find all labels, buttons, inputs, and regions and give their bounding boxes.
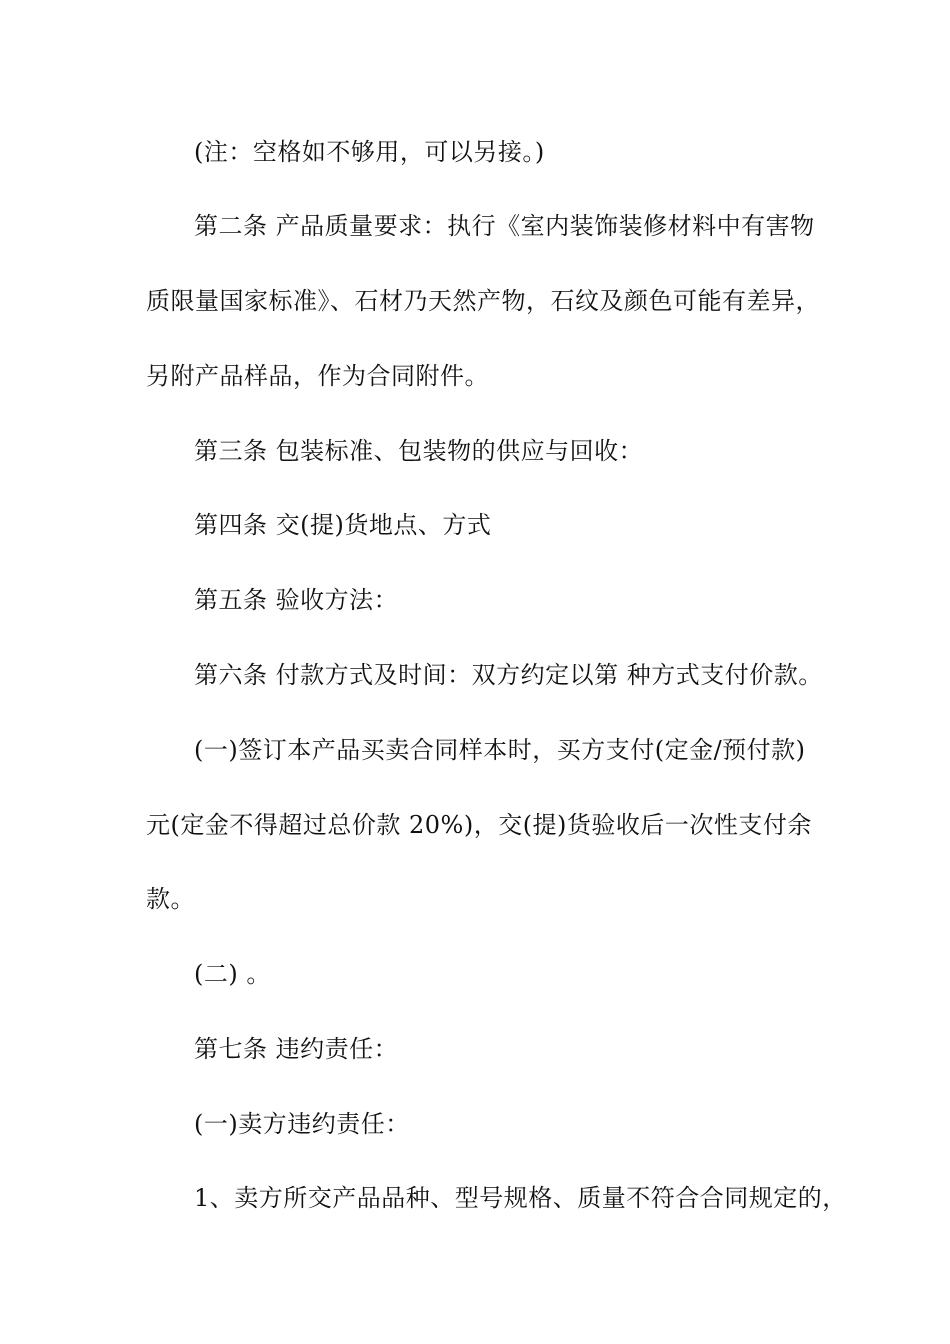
payment-option-2-line: (二) 。 [194,960,271,988]
article-7-line: 第七条 违约责任： [194,1035,399,1063]
seller-liability-heading: (一)卖方违约责任： [194,1110,410,1138]
note-paragraph: (注：空格如不够用，可以另接。) [194,138,545,166]
article-2-continuation-line: 质限量国家标准》、石材乃天然产物，石纹及颜色可能有差异， [146,287,820,315]
article-5-line: 第五条 验收方法： [194,586,399,614]
article-2-heading-line: 第二条 产品质量要求：执行《室内装饰装修材料中有害物 [194,212,815,240]
payment-option-1-final: 款。 [146,885,195,913]
seller-liability-item-1: 1、卖方所交产品品种、型号规格、质量不符合合同规定的， [194,1184,847,1212]
payment-option-1-continuation: 元(定金不得超过总价款 20%)，交(提)货验收后一次性支付余 [146,811,812,839]
article-6-line: 第六条 付款方式及时间：双方约定以第 种方式支付价款。 [194,661,823,689]
article-4-line: 第四条 交(提)货地点、方式 [194,511,492,539]
article-3-line: 第三条 包装标准、包装物的供应与回收： [194,437,644,465]
article-2-final-line: 另附产品样品，作为合同附件。 [146,362,489,390]
payment-option-1-line: (一)签订本产品买卖合同样本时，买方支付(定金/预付款) [194,736,806,764]
